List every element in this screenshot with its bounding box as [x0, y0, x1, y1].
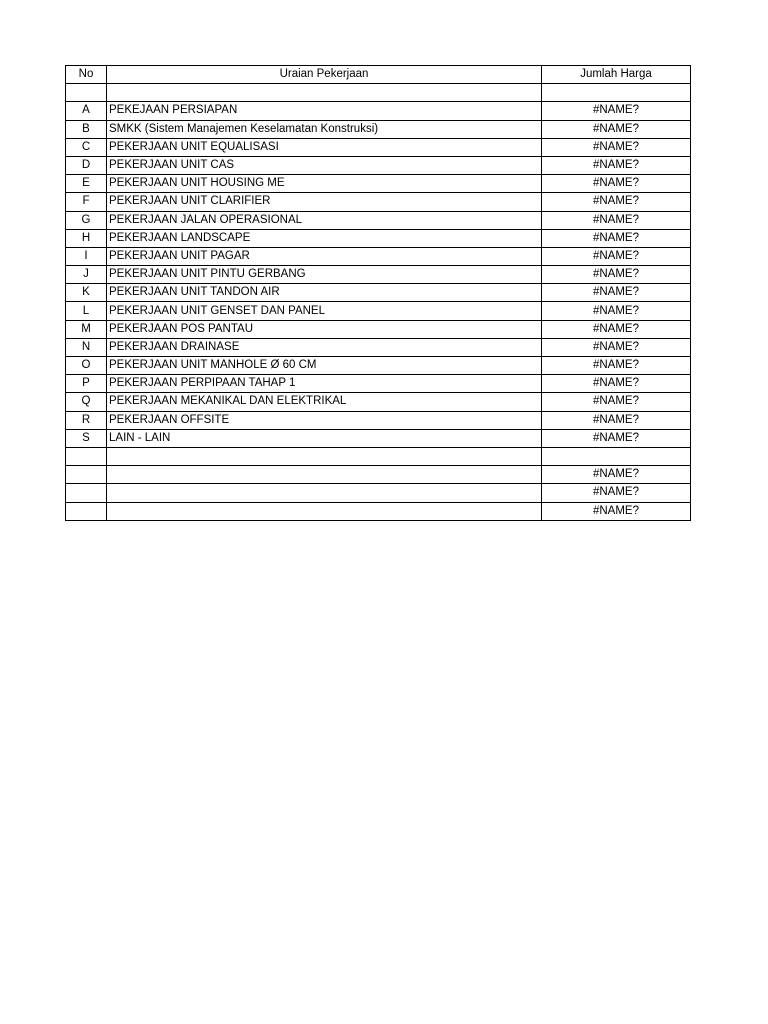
row-number-cell[interactable]: R — [66, 411, 107, 429]
amount-cell[interactable]: #NAME? — [542, 429, 691, 447]
description-cell[interactable]: PEKERJAAN UNIT CLARIFIER — [107, 193, 542, 211]
table-row — [66, 357, 691, 375]
row-number-cell[interactable] — [66, 84, 107, 102]
row-number-cell[interactable]: L — [66, 302, 107, 320]
row-number-cell[interactable]: Q — [66, 393, 107, 411]
row-number-cell[interactable]: I — [66, 247, 107, 265]
amount-cell[interactable]: #NAME? — [542, 156, 691, 174]
description-cell[interactable]: PEKERJAAN UNIT CAS — [107, 156, 542, 174]
row-number-cell[interactable]: P — [66, 375, 107, 393]
description-cell[interactable] — [107, 447, 542, 465]
table-row — [66, 156, 691, 174]
description-cell[interactable] — [107, 84, 542, 102]
amount-cell[interactable]: #NAME? — [542, 338, 691, 356]
amount-cell[interactable]: #NAME? — [542, 302, 691, 320]
amount-cell[interactable]: #NAME? — [542, 466, 691, 484]
description-cell[interactable]: PEKERJAAN UNIT TANDON AIR — [107, 284, 542, 302]
table-row — [66, 302, 691, 320]
description-cell[interactable]: PEKERJAAN PERPIPAAN TAHAP 1 — [107, 375, 542, 393]
description-cell[interactable]: SMKK (Sistem Manajemen Keselamatan Konstruksi) — [107, 120, 542, 138]
description-cell[interactable] — [107, 502, 542, 520]
row-number-cell[interactable]: D — [66, 156, 107, 174]
amount-cell[interactable]: #NAME? — [542, 193, 691, 211]
amount-cell[interactable]: #NAME? — [542, 375, 691, 393]
amount-cell[interactable]: #NAME? — [542, 502, 691, 520]
table-row — [66, 466, 691, 484]
description-cell[interactable]: PEKERJAAN LANDSCAPE — [107, 229, 542, 247]
row-number-cell[interactable] — [66, 484, 107, 502]
row-number-cell[interactable]: G — [66, 211, 107, 229]
row-number-cell[interactable] — [66, 502, 107, 520]
description-cell[interactable]: PEKERJAAN DRAINASE — [107, 338, 542, 356]
description-cell[interactable]: PEKERJAAN OFFSITE — [107, 411, 542, 429]
description-cell[interactable] — [107, 466, 542, 484]
row-number-cell[interactable] — [66, 466, 107, 484]
description-cell[interactable]: PEKERJAAN UNIT HOUSING ME — [107, 175, 542, 193]
amount-cell[interactable]: #NAME? — [542, 175, 691, 193]
amount-cell[interactable]: #NAME? — [542, 484, 691, 502]
amount-cell[interactable]: #NAME? — [542, 138, 691, 156]
description-cell[interactable] — [107, 484, 542, 502]
row-number-cell[interactable] — [66, 447, 107, 465]
header-amount: Jumlah Harga — [542, 66, 691, 84]
table-row — [66, 138, 691, 156]
row-number-cell[interactable]: A — [66, 102, 107, 120]
row-number-cell[interactable]: F — [66, 193, 107, 211]
row-number-cell[interactable]: S — [66, 429, 107, 447]
description-cell[interactable]: PEKERJAAN UNIT PINTU GERBANG — [107, 266, 542, 284]
row-number-cell[interactable]: M — [66, 320, 107, 338]
row-number-cell[interactable]: H — [66, 229, 107, 247]
cost-summary-table — [65, 65, 691, 521]
description-cell[interactable]: PEKERJAAN UNIT PAGAR — [107, 247, 542, 265]
description-cell[interactable]: PEKERJAAN UNIT MANHOLE Ø 60 CM — [107, 357, 542, 375]
description-cell[interactable]: PEKEJAAN PERSIAPAN — [107, 102, 542, 120]
row-number-cell[interactable]: O — [66, 357, 107, 375]
amount-cell[interactable]: #NAME? — [542, 284, 691, 302]
table-row — [66, 247, 691, 265]
description-cell[interactable]: PEKERJAAN MEKANIKAL DAN ELEKTRIKAL — [107, 393, 542, 411]
table-row — [66, 102, 691, 120]
table-row — [66, 429, 691, 447]
row-number-cell[interactable]: E — [66, 175, 107, 193]
amount-cell[interactable]: #NAME? — [542, 320, 691, 338]
table-row — [66, 193, 691, 211]
amount-cell[interactable]: #NAME? — [542, 102, 691, 120]
amount-cell[interactable]: #NAME? — [542, 266, 691, 284]
description-cell[interactable]: PEKERJAAN POS PANTAU — [107, 320, 542, 338]
table-body — [66, 84, 691, 521]
amount-cell[interactable] — [542, 84, 691, 102]
row-number-cell[interactable]: J — [66, 266, 107, 284]
table-row — [66, 502, 691, 520]
row-number-cell[interactable]: K — [66, 284, 107, 302]
amount-cell[interactable]: #NAME? — [542, 247, 691, 265]
table-row — [66, 375, 691, 393]
amount-cell[interactable] — [542, 447, 691, 465]
amount-cell[interactable]: #NAME? — [542, 211, 691, 229]
table-row — [66, 447, 691, 465]
description-cell[interactable]: PEKERJAAN JALAN OPERASIONAL — [107, 211, 542, 229]
row-number-cell[interactable]: C — [66, 138, 107, 156]
description-cell[interactable]: PEKERJAAN UNIT GENSET DAN PANEL — [107, 302, 542, 320]
row-number-cell[interactable]: N — [66, 338, 107, 356]
description-cell[interactable]: PEKERJAAN UNIT EQUALISASI — [107, 138, 542, 156]
table-row — [66, 284, 691, 302]
header-no: No — [66, 66, 107, 84]
table-row — [66, 338, 691, 356]
description-cell[interactable]: LAIN - LAIN — [107, 429, 542, 447]
amount-cell[interactable]: #NAME? — [542, 120, 691, 138]
amount-cell[interactable]: #NAME? — [542, 357, 691, 375]
table-row — [66, 120, 691, 138]
table-row — [66, 320, 691, 338]
table-row — [66, 411, 691, 429]
amount-cell[interactable]: #NAME? — [542, 393, 691, 411]
row-number-cell[interactable]: B — [66, 120, 107, 138]
amount-cell[interactable]: #NAME? — [542, 411, 691, 429]
table-row — [66, 266, 691, 284]
header-description: Uraian Pekerjaan — [107, 66, 542, 84]
table-row — [66, 84, 691, 102]
header-row — [66, 66, 691, 84]
table-row — [66, 484, 691, 502]
amount-cell[interactable]: #NAME? — [542, 229, 691, 247]
table-row — [66, 175, 691, 193]
table-row — [66, 229, 691, 247]
table-row — [66, 211, 691, 229]
table-row — [66, 393, 691, 411]
